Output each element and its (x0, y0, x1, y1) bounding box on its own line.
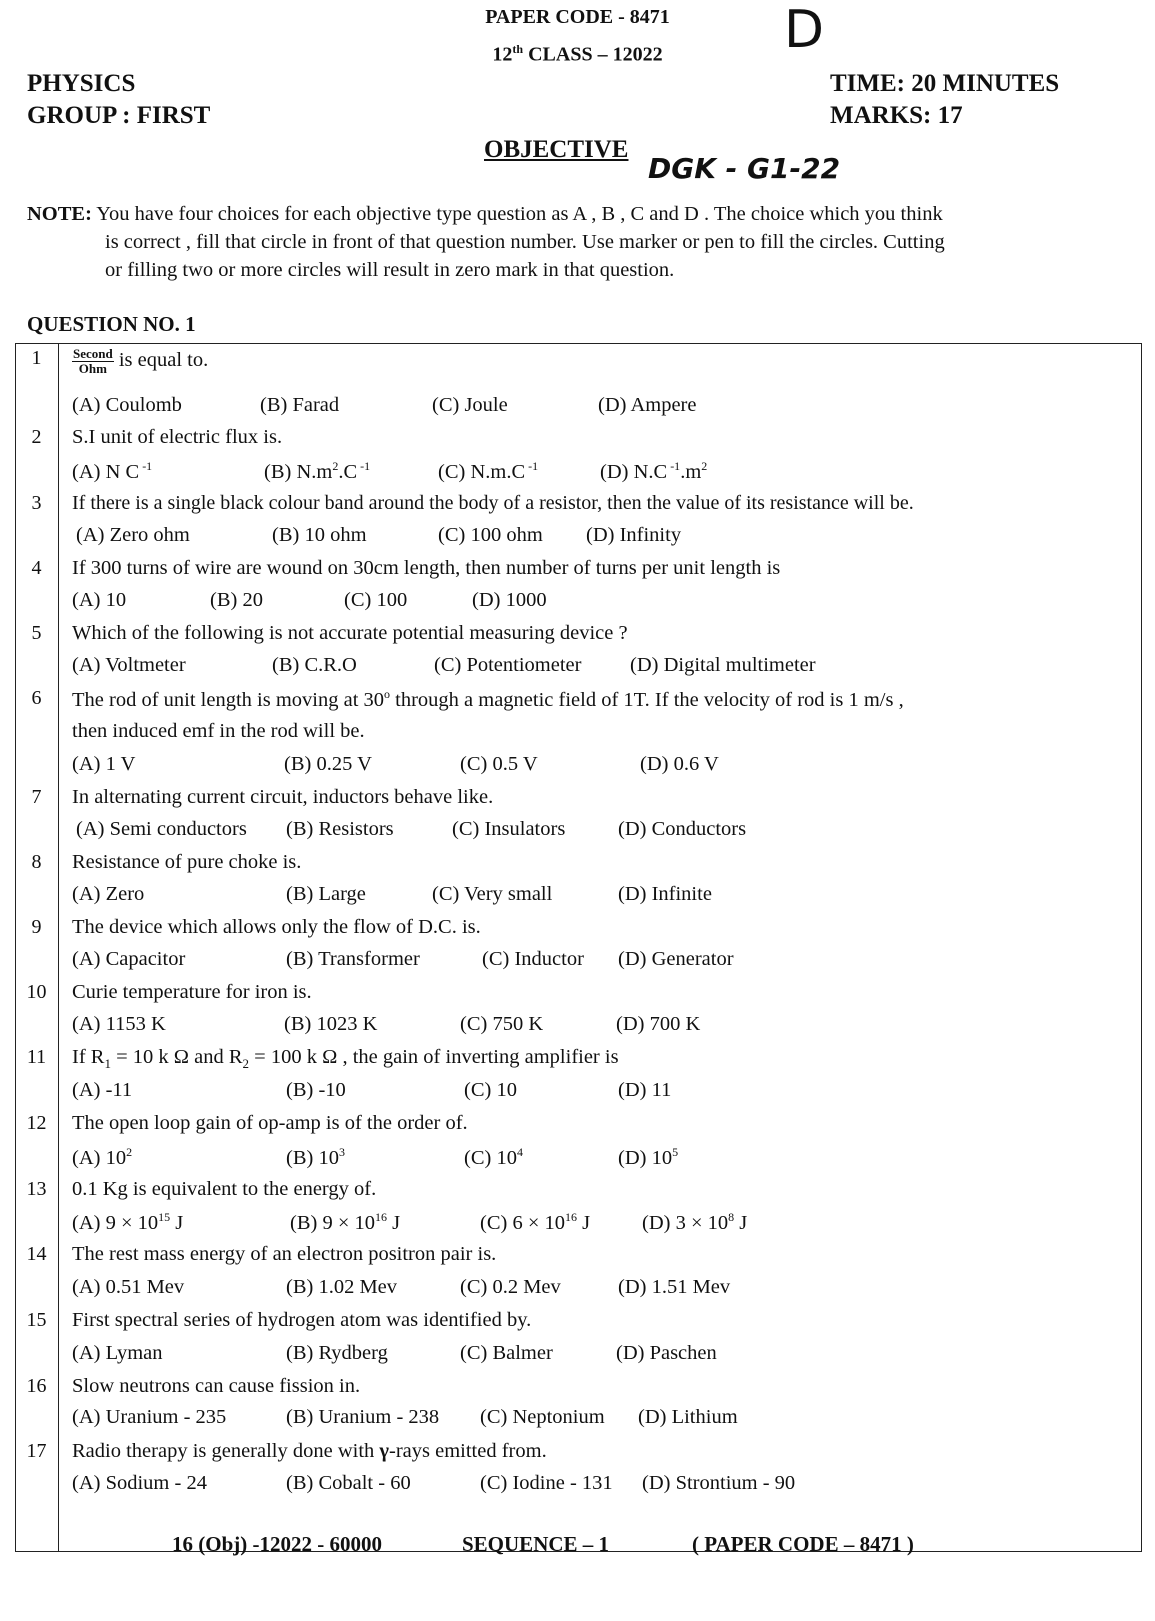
question-14-text: The rest mass energy of an electron positron pair is. (72, 1243, 497, 1265)
q16-option-c: (C) Neptonium (480, 1406, 605, 1428)
footer-sequence: SEQUENCE – 1 (462, 1532, 610, 1556)
q2-option-a: (A) N C $^{-1}$ (72, 459, 153, 483)
q15-option-d: (D) Paschen (616, 1342, 717, 1364)
q9-option-b: (B) Transformer (286, 948, 420, 970)
q3-option-c: (C) 100 ohm (438, 524, 543, 546)
gamma-symbol: γ (379, 1440, 390, 1462)
question-6-text-continued: then induced emf in the rod will be. (72, 720, 365, 742)
question-number: 15 (26, 1309, 47, 1331)
question-6-text: The rod of unit length is moving at 30$^o$ through a magnetic field of 1T. If the velocity of rod is 1 m/s , (72, 687, 904, 711)
q14-option-b: (B) 1.02 Mev (286, 1276, 398, 1298)
q14-option-c: (C) 0.2 Mev (460, 1276, 561, 1298)
question-1-text: $\frac{\text{Second}}{\text{Ohm}}$ is equal to. (73, 346, 209, 376)
q4-option-c: (C) 100 (344, 589, 408, 611)
q12-option-c: (C) $10^4$ (464, 1145, 523, 1169)
question-11-text: If $R_1 = 10$ k Ω and $R_2 = 100$ k Ω , the gain of inverting amplifier is (72, 1046, 619, 1072)
q16-option-b: (B) Uranium - 238 (286, 1406, 440, 1428)
group: GROUP : FIRST (27, 102, 211, 129)
handwritten-letter: D (784, 0, 825, 60)
q2-option-b: (B) $N.m^2.C$ $^{-1}$ (264, 459, 371, 483)
question-5-text: Which of the following is not accurate potential measuring device ? (72, 622, 628, 644)
q7-option-b: (B) Resistors (286, 818, 394, 840)
q10-option-a: (A) 1153 K (72, 1013, 166, 1035)
q11-option-a: (A) -11 (72, 1079, 133, 1101)
q5-option-a: (A) Voltmeter (72, 654, 186, 676)
question-number: 5 (31, 622, 42, 644)
q4-option-a: (A) 10 (72, 589, 127, 611)
q14-option-d: (D) 1.51 Mev (618, 1276, 731, 1298)
q9-option-d: (D) Generator (618, 948, 734, 970)
q1-option-c: (C) Joule (432, 394, 508, 416)
q8-option-a: (A) Zero (72, 883, 145, 905)
q14-option-a: (A) 0.51 Mev (72, 1276, 185, 1298)
section-title: OBJECTIVE (484, 136, 629, 163)
q17-option-b: (B) Cobalt - 60 (286, 1472, 411, 1494)
q17-option-c: (C) Iodine - 131 (480, 1472, 613, 1494)
q16-option-a: (A) Uranium - 235 (72, 1406, 227, 1428)
question-number: 12 (26, 1112, 47, 1134)
question-number: 9 (31, 916, 42, 938)
q9-option-c: (C) Inductor (482, 948, 584, 970)
subject: PHYSICS (27, 70, 136, 97)
question-12-text: The open loop gain of op-amp is of the order of. (72, 1112, 468, 1134)
q10-option-d: (D) 700 K (616, 1013, 701, 1035)
q8-option-b: (B) Large (286, 883, 366, 905)
fraction: $\frac{\text{Second}}{\text{Ohm}}$ (73, 346, 113, 376)
q3-option-d: (D) Infinity (586, 524, 682, 546)
q2-option-d: (D) N.C $^{-1}.m^2$ (600, 459, 708, 483)
q15-option-c: (C) Balmer (460, 1342, 553, 1364)
question-3-text: If there is a single black colour band around the body of a resistor, then the value of its resistance will be. (72, 492, 914, 514)
q12-option-a: (A) $10^2$ (72, 1145, 133, 1169)
question-9-text: The device which allows only the flow of D.C. is. (72, 916, 481, 938)
q9-option-a: (A) Capacitor (72, 948, 186, 970)
question-number: 14 (26, 1243, 47, 1265)
q6-option-a: (A) 1 V (72, 753, 136, 775)
question-number: 7 (31, 786, 42, 808)
q1-option-a: (A) Coulomb (72, 394, 182, 416)
footer-code: 16 (Obj) -12022 - 60000 (172, 1532, 382, 1556)
question-number: 4 (31, 557, 42, 579)
q1-option-d: (D) Ampere (598, 394, 697, 416)
q13-option-a: (A) $9 \times 10^{15}$ J (72, 1210, 184, 1234)
question-4-text: If 300 turns of wire are wound on 30cm length, then number of turns per unit length is (72, 557, 781, 579)
question-number: 8 (31, 851, 42, 873)
q12-option-b: (B) $10^3$ (286, 1145, 345, 1169)
q13-option-d: (D) $3 \times 10^8$ J (642, 1210, 748, 1234)
q17-option-d: (D) Strontium - 90 (642, 1472, 796, 1494)
q11-option-b: (B) -10 (286, 1079, 346, 1101)
q4-option-d: (D) 1000 (472, 589, 547, 611)
handwritten-code: DGK - G1-22 (648, 152, 841, 185)
question-heading: QUESTION NO. 1 (27, 312, 196, 336)
q4-option-b: (B) 20 (210, 589, 263, 611)
q6-option-d: (D) 0.6 V (640, 753, 719, 775)
question-number: 10 (26, 981, 47, 1003)
question-number: 17 (26, 1440, 47, 1462)
question-17-text: Radio therapy is generally done with γ-rays emitted from. (72, 1440, 547, 1462)
q7-option-d: (D) Conductors (618, 818, 747, 840)
question-10-text: Curie temperature for iron is. (72, 981, 312, 1003)
q16-option-d: (D) Lithium (638, 1406, 738, 1428)
question-number: 11 (26, 1046, 47, 1068)
q13-option-c: (C) $6 \times 10^{16}$ J (480, 1210, 591, 1234)
q15-option-a: (A) Lyman (72, 1342, 163, 1364)
q1-option-b: (B) Farad (260, 394, 340, 416)
question-number: 3 (31, 492, 42, 514)
q3-option-a: (A) Zero ohm (76, 524, 190, 546)
footer-paper-code: ( PAPER CODE – 8471 ) (692, 1532, 914, 1556)
q17-option-a: (A) Sodium - 24 (72, 1472, 207, 1494)
q13-option-b: (B) $9 \times 10^{16}$ J (290, 1210, 401, 1234)
question-16-text: Slow neutrons can cause fission in. (72, 1375, 361, 1397)
q11-option-d: (D) 11 (618, 1079, 672, 1101)
marks: MARKS: 17 (830, 102, 963, 129)
time: TIME: 20 MINUTES (830, 70, 1060, 97)
q8-option-c: (C) Very small (432, 883, 553, 905)
q3-option-b: (B) 10 ohm (272, 524, 367, 546)
q5-option-c: (C) Potentiometer (434, 654, 582, 676)
q11-option-c: (C) 10 (464, 1079, 517, 1101)
question-number: 13 (26, 1178, 47, 1200)
q6-option-b: (B) 0.25 V (284, 753, 372, 775)
q7-option-a: (A) Semi conductors (76, 818, 247, 840)
q12-option-d: (D) $10^5$ (618, 1145, 679, 1169)
question-2-text: S.I unit of electric flux is. (72, 426, 283, 448)
q7-option-c: (C) Insulators (452, 818, 566, 840)
q15-option-b: (B) Rydberg (286, 1342, 388, 1364)
question-number: 16 (26, 1375, 47, 1397)
question-7-text: In alternating current circuit, inductors behave like. (72, 786, 494, 808)
q2-option-c: (C) N.m.C $^{-1}$ (438, 459, 539, 483)
q5-option-b: (B) C.R.O (272, 654, 357, 676)
question-number: 2 (31, 426, 42, 448)
paper-code: PAPER CODE - 8471 (485, 6, 670, 28)
q10-option-c: (C) 750 K (460, 1013, 544, 1035)
instructions-note: NOTE: You have four choices for each objective type question as A , B , C and D . The choice which you think is correct , fill that circle in front of that question number. Use marker or pen to fill the circles. Cutting or filling two or more circles will result in zero mark in that question. (27, 203, 945, 281)
q8-option-d: (D) Infinite (618, 883, 712, 905)
question-number: 1 (31, 347, 42, 369)
q10-option-b: (B) 1023 K (284, 1013, 378, 1035)
question-13-text: 0.1 Kg is equivalent to the energy of. (72, 1178, 377, 1200)
question-number: 6 (31, 687, 42, 709)
q6-option-c: (C) 0.5 V (460, 753, 538, 775)
q5-option-d: (D) Digital multimeter (630, 654, 816, 676)
question-15-text: First spectral series of hydrogen atom was identified by. (72, 1309, 532, 1331)
question-8-text: Resistance of pure choke is. (72, 851, 302, 873)
number-column-divider (58, 343, 59, 1552)
class-line: 12th CLASS – 12022 (492, 42, 663, 66)
